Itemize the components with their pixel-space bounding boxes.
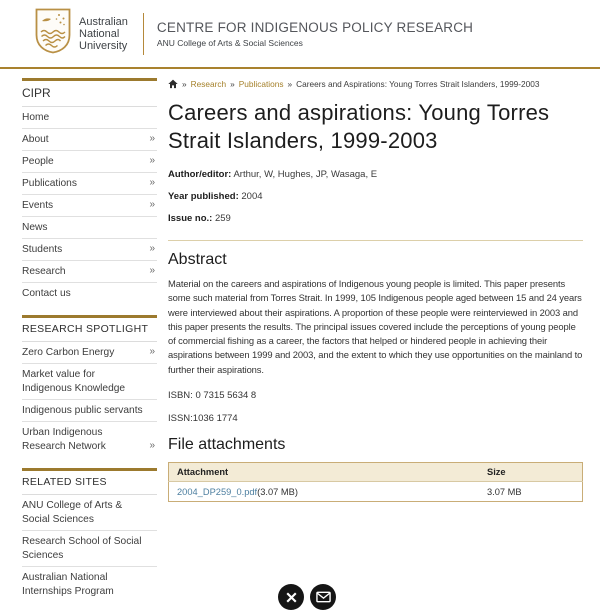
x-twitter-icon[interactable] xyxy=(278,584,304,610)
meta-author-value: Arthur, W, Hughes, JP, Wasaga, E xyxy=(233,169,378,180)
column-attachment: Attachment xyxy=(169,463,480,482)
chevron-right-icon: » xyxy=(149,133,155,144)
breadcrumb-separator: » xyxy=(230,79,235,89)
main-content xyxy=(168,79,583,502)
meta-issue-label: Issue no.: xyxy=(168,213,213,224)
sidebar-nav xyxy=(22,78,157,304)
sidebar-item-market-value-indigenous-knowledge[interactable]: Market value for Indigenous Knowledge xyxy=(22,364,157,400)
site-subtitle: ANU College of Arts & Social Sciences xyxy=(156,37,303,48)
related-sites-title: RELATED SITES xyxy=(22,471,157,495)
site-header xyxy=(0,0,600,69)
sidebar-item-contact-us[interactable]: Contact us xyxy=(22,287,71,299)
chevron-right-icon: » xyxy=(149,155,155,166)
meta-author xyxy=(168,169,583,180)
chevron-right-icon: » xyxy=(149,243,155,254)
file-attachments-heading: File attachments xyxy=(168,436,286,454)
sidebar-item-publications[interactable]: Publications » xyxy=(22,173,157,195)
chevron-right-icon: » xyxy=(149,199,155,210)
sidebar-item-urban-indigenous-research-network[interactable]: Urban Indigenous Research Network » xyxy=(22,426,155,452)
attachments-table xyxy=(168,462,583,502)
sidebar-item-people[interactable]: People » xyxy=(22,151,157,173)
anu-wordmark: Australian National University xyxy=(79,15,128,52)
sidebar-item-research-school-social-sciences[interactable]: Research School of Social Sciences xyxy=(22,531,157,567)
header-divider xyxy=(143,13,144,55)
email-icon[interactable] xyxy=(310,584,336,610)
meta-year-label: Year published: xyxy=(168,191,239,202)
page-title: Careers and aspirations: Young Torres Strait Islanders, 1999-2003 xyxy=(168,100,550,153)
sidebar-related-sites xyxy=(22,468,157,602)
attachment-size-suffix: (3.07 MB) xyxy=(257,486,298,497)
sidebar-item-home[interactable]: Home xyxy=(22,107,157,129)
size-cell: 3.07 MB xyxy=(487,486,522,497)
column-size: Size xyxy=(479,463,583,482)
site-title-block xyxy=(157,20,473,48)
attachment-cell xyxy=(169,482,480,502)
breadcrumb-link-research[interactable]: Research xyxy=(190,79,227,89)
abstract-text: Material on the careers and aspirations of Indigenous young people is limited. This paper presents some such material from Torres Strait. In 1999, 105 Indigenous people aged between 15 and 24 years were interviewed about their aspirations. A proportion of these people were reinterviewed in 2003 and this paper presents the results. The principal issues covered include the perceptions of young people of commercial fishing as a career, the factors that helped or hindered people in achieving their aspirations between 1999 and 2003, and the extent to which they use opportunities on the mainland to further their aspirations. xyxy=(168,278,583,375)
chevron-right-icon: » xyxy=(149,265,155,276)
breadcrumb-link-publications[interactable]: Publications xyxy=(238,79,284,89)
chevron-right-icon: » xyxy=(149,346,155,357)
sidebar-research-spotlight xyxy=(22,315,157,457)
sidebar-item-indigenous-public-servants[interactable]: Indigenous public servants xyxy=(22,400,157,422)
abstract-heading: Abstract xyxy=(168,251,227,268)
sidebar-item-australian-national-internships-program[interactable]: Australian National Internships Program xyxy=(22,571,114,597)
attachments-header-row xyxy=(169,463,583,482)
research-spotlight-title: RESEARCH SPOTLIGHT xyxy=(22,318,157,342)
attachment-link[interactable]: 2004_DP259_0.pdf xyxy=(177,486,258,497)
sidebar-item-news[interactable]: News xyxy=(22,217,157,239)
breadcrumb-current: Careers and Aspirations: Young Torres Strait Islanders, 1999-2003 xyxy=(296,79,540,89)
sidebar-nav-title[interactable]: CIPR xyxy=(22,81,157,107)
table-row xyxy=(169,482,583,502)
sidebar-item-anu-college-arts-social-sciences[interactable]: ANU College of Arts & Social Sciences xyxy=(22,495,157,531)
meta-year-value: 2004 xyxy=(241,191,263,202)
meta-author-label: Author/editor: xyxy=(168,169,232,180)
meta-issue xyxy=(168,213,583,224)
breadcrumb-separator: » xyxy=(287,79,293,89)
site-title[interactable]: CENTRE FOR INDIGENOUS POLICY RESEARCH xyxy=(156,19,474,35)
home-icon[interactable] xyxy=(168,79,178,89)
anu-logo[interactable] xyxy=(35,8,128,59)
meta-issue-value: 259 xyxy=(214,213,231,224)
sidebar-item-zero-carbon-energy[interactable]: Zero Carbon Energy » xyxy=(22,342,157,364)
chevron-right-icon: » xyxy=(149,177,155,188)
isbn: ISBN: 0 7315 5634 8 xyxy=(168,390,257,402)
chevron-right-icon: » xyxy=(149,440,155,451)
sidebar-item-about[interactable]: About » xyxy=(22,129,157,151)
sidebar-item-research[interactable]: Research » xyxy=(22,261,157,283)
meta-year xyxy=(168,191,583,202)
sidebar-item-students[interactable]: Students » xyxy=(22,239,157,261)
sidebar xyxy=(22,78,157,613)
section-divider xyxy=(168,240,583,241)
breadcrumb-separator: » xyxy=(182,79,187,89)
breadcrumb xyxy=(168,79,583,89)
issn: ISSN:1036 1774 xyxy=(168,413,238,425)
footer-social xyxy=(0,584,600,610)
anu-shield-icon xyxy=(35,8,71,59)
sidebar-item-events[interactable]: Events » xyxy=(22,195,157,217)
